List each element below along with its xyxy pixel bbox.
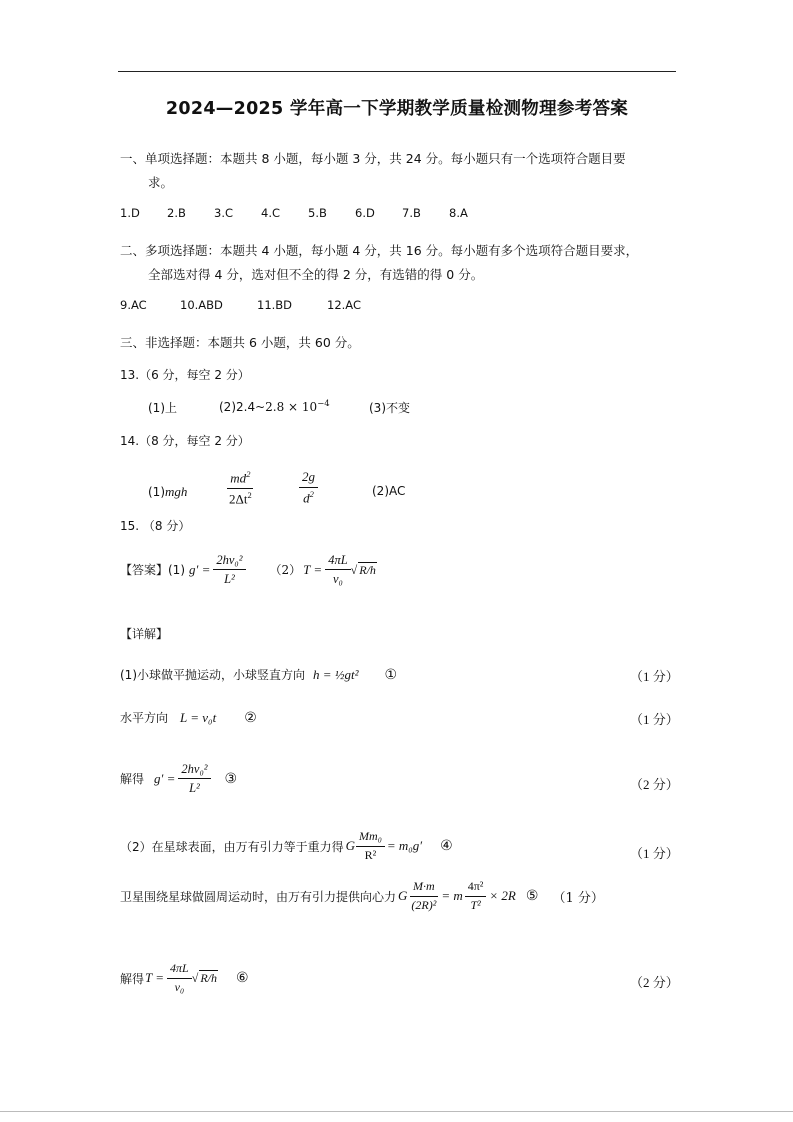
q15-step-4 — [120, 830, 453, 863]
q14-answer-3: (2)AC — [372, 484, 406, 498]
q15-step-6-root: R/h — [200, 971, 217, 986]
answer-item: 5.B — [308, 206, 327, 220]
answer-item: 2.B — [167, 206, 186, 220]
q15-step-4-denominator: R² — [364, 847, 377, 862]
q15-step-3-score: （2 分） — [630, 777, 679, 792]
q15-step-3-numerator: 2hv₀² — [178, 762, 210, 779]
bottom-rule — [0, 1111, 793, 1112]
page-title: 2024—2025 学年高一下学期教学质量检测物理参考答案 — [165, 99, 629, 119]
q15-step-3-lhs: g′ = — [154, 770, 176, 786]
equation-number: ⑤ — [525, 888, 539, 905]
q15-header: 15. （8 分） — [120, 519, 191, 533]
section2-answers — [120, 298, 387, 312]
answer-item: 9.AC — [120, 298, 147, 312]
q13-answer-1: (1)上 — [148, 401, 177, 415]
q14-answer-1 — [148, 484, 187, 500]
equation-number: ④ — [440, 838, 453, 855]
q15-answer-line: 【答案】(1) g′ = $\frac{\text{2hv₀²}}{\text{L²}}$ （2） T = $\frac{4\pi L}{\text{v₀}}$ √ R/h — [120, 553, 376, 587]
q15-step-5-numerator: M·m — [410, 880, 438, 897]
section1-answers — [120, 206, 496, 220]
equation-number: ② — [244, 709, 257, 726]
equation-number: ⑥ — [236, 970, 249, 987]
q15-step-1-text: (1)小球做平抛运动，小球竖直方向 — [120, 668, 305, 682]
q15-answer-1-lhs: g′ = — [189, 561, 211, 577]
answer-item: 1.D — [120, 206, 140, 220]
q15-answer-2-root: R/h — [359, 562, 376, 577]
section2-heading-cont: 全部选对得 4 分，选对但不全的得 2 分，有选错的得 0 分。 — [148, 267, 484, 282]
q15-step-2-text: 水平方向 — [120, 711, 169, 725]
q15-answer-label: 【答案】(1) — [120, 563, 185, 578]
q14-fraction-2-numerator: 2g — [299, 470, 318, 488]
q15-step-6-denominator: v₀ — [174, 979, 185, 994]
q15-answer-1-denominator: L² — [224, 572, 235, 587]
q15-step-1-math: h = ½gt² — [313, 666, 359, 682]
q13-header: 13.（6 分，每空 2 分） — [120, 368, 250, 382]
q15-step-6-text: 解得 — [120, 971, 145, 986]
q15-step-3 — [120, 762, 237, 796]
q14-fraction-1-numerator: md — [230, 470, 247, 486]
q15-step-3-denominator: L² — [189, 781, 200, 796]
q15-step-4-G: G — [345, 838, 356, 854]
q15-step-4-rhs: = m₀g′ — [386, 838, 423, 854]
q15-step-5-text: 卫星围绕星球做圆周运动时，由万有引力提供向心力 — [120, 889, 397, 904]
q15-step-1 — [120, 666, 397, 683]
q15-step-5-numerator-2: 4π² — [465, 880, 487, 897]
q15-step-5-denominator: (2R)² — [411, 897, 437, 912]
answer-item: 6.D — [355, 206, 375, 220]
answer-item: 11.BD — [257, 298, 293, 312]
q14-fraction-1-denominator: 2Δt — [229, 491, 248, 507]
q15-step-3-text: 解得 — [120, 772, 145, 787]
top-rule — [118, 71, 676, 72]
q15-step-5-denominator-2: T² — [470, 897, 481, 912]
q15-answer-1-numerator: 2hv₀² — [213, 553, 245, 570]
q15-step-6-score: （2 分） — [630, 975, 679, 990]
q15-step-6-numerator: 4πL — [167, 962, 192, 979]
q15-step-5-tail: × 2R — [489, 888, 516, 904]
q15-answer-2-denominator: v₀ — [332, 572, 343, 587]
answer-item: 8.A — [449, 206, 468, 220]
q15-step-4-text: （2）在星球表面，由万有引力等于重力得 — [120, 839, 344, 854]
q15-step-2-score: （1 分） — [630, 712, 679, 727]
q15-step-5 — [120, 880, 604, 913]
q15-step-4-score: （1 分） — [630, 846, 679, 861]
q15-step-4-numerator: Mm₀ — [356, 830, 385, 847]
q15-step-5-score: （1 分） — [552, 890, 604, 906]
q15-answer-2-label: （2） — [269, 563, 302, 578]
q15-step-1-score: （1 分） — [630, 669, 679, 684]
answer-item: 3.C — [214, 206, 234, 220]
q14-answer-1-label: (1) — [148, 485, 165, 499]
q15-detail-label: 【详解】 — [120, 627, 169, 641]
section1-heading-cont: 求。 — [148, 175, 174, 190]
section2-heading: 二、多项选择题：本题共 4 小题，每小题 4 分，共 16 分。每小题有多个选项符合题目要求， — [120, 243, 639, 258]
q13-answer-2-range: ~2.8 × 10 — [255, 400, 318, 414]
answer-item: 12.AC — [327, 298, 361, 312]
q15-step-5-G: G — [398, 888, 408, 904]
q14-fraction-2-denominator: d — [303, 490, 310, 506]
answer-item: 10.ABD — [180, 298, 223, 312]
q14-fraction-1-num-exp: 2 — [246, 469, 251, 479]
q14-fraction-2-den-exp: 2 — [309, 488, 314, 499]
q15-step-6-lhs: T = — [145, 970, 165, 986]
q15-step-2-math: L = v₀t — [180, 709, 217, 725]
q15-answer-2-numerator: 4πL — [325, 553, 350, 570]
q15-step-2 — [120, 709, 257, 726]
answer-item: 7.B — [402, 206, 421, 220]
q14-answer-1-expr: mgh — [165, 484, 188, 499]
equation-number: ③ — [224, 770, 238, 787]
q13-answer-2-exponent: −4 — [317, 399, 330, 409]
q14-fraction-1 — [226, 470, 255, 508]
section1-heading: 一、单项选择题：本题共 8 小题，每小题 3 分，共 24 分。每小题只有一个选项符合题目要 — [120, 151, 626, 166]
equation-number: ① — [384, 666, 398, 683]
q14-fraction-1-den-exp: 2 — [247, 490, 252, 501]
q13-answer-2 — [219, 399, 330, 414]
section3-heading: 三、非选择题：本题共 6 小题，共 60 分。 — [120, 335, 360, 350]
q14-fraction-2 — [299, 470, 318, 506]
q14-header: 14.（8 分，每空 2 分） — [120, 434, 250, 448]
q15-step-5-eq: = m — [441, 888, 463, 904]
q15-answer-2-lhs: T = — [303, 561, 323, 577]
q13-answer-3: (3)不变 — [369, 401, 410, 415]
q13-answer-2-prefix: (2)2.4 — [219, 400, 256, 414]
answer-item: 4.C — [261, 206, 281, 220]
q15-step-6: 解得 T = $\frac{4\pi L}{\text{v₀}}$ √ R/h ⑥ — [120, 961, 249, 994]
